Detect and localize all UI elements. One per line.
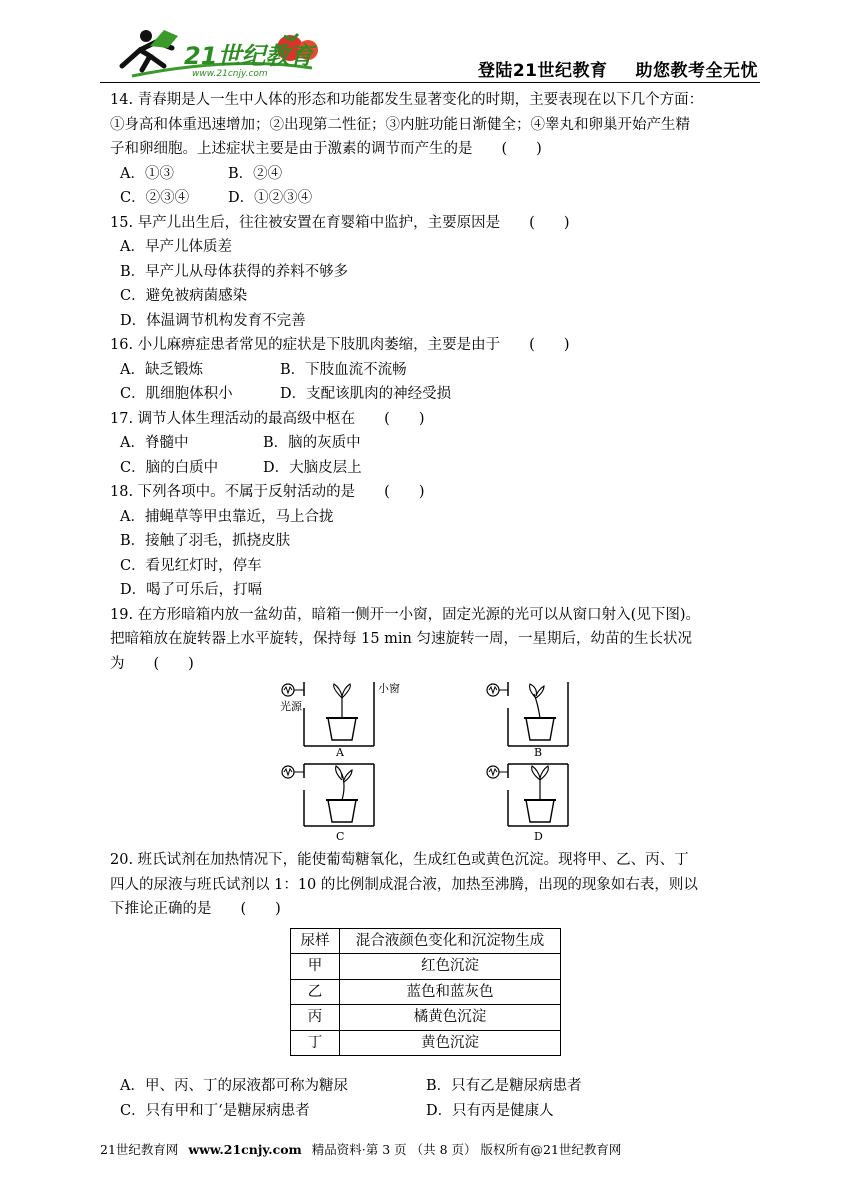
- figure-box-b: [487, 682, 568, 759]
- table-row: [291, 1005, 561, 1031]
- label-c: C: [336, 830, 345, 843]
- question-18: [110, 480, 760, 603]
- q18-option-a: A．捕蝇草等甲虫靠近，马上合拢: [120, 508, 334, 525]
- question-16: [110, 333, 760, 407]
- page-footer: [100, 1140, 760, 1158]
- q15-option-b: B．早产儿从母体获得的养料不够多: [120, 263, 349, 280]
- question-17: [110, 407, 760, 481]
- q16-option-b: B．下肢血流不流畅: [280, 361, 407, 378]
- urine-test-table: [290, 928, 561, 1057]
- q17-option-c: C．脑的白质中: [120, 459, 219, 476]
- figure-box-c: [282, 764, 374, 843]
- q19-line3: 为 ( ): [110, 655, 194, 672]
- page-header: [100, 26, 760, 86]
- table-cell: 红色沉淀: [340, 954, 561, 980]
- q15-option-c: C．避免被病菌感染: [120, 288, 248, 304]
- q18-option-b: B．接触了羽毛，抓挠皮肤: [120, 533, 291, 549]
- question-14: [110, 88, 760, 211]
- q20-option-b: B．只有乙是糖尿病患者: [426, 1078, 582, 1094]
- table-header-cell: 混合液颜色变化和沉淀物生成: [340, 928, 561, 954]
- site-logo: [112, 26, 402, 81]
- q20-option-c: C．只有甲和丁‘是糖尿病患者: [120, 1102, 310, 1119]
- q20-option-d: D．只有丙是健康人: [426, 1102, 554, 1119]
- label-d: D: [534, 830, 543, 843]
- q19-line1: 19. 在方形暗箱内放一盆幼苗，暗箱一侧开一小窗，固定光源的光可以从窗口射入(见下图)。: [110, 606, 700, 623]
- q20-line1: 20. 班氏试剂在加热情况下，能使葡萄糖氧化，生成红色或黄色沉淀。现将甲、乙、丙、丁: [110, 852, 689, 868]
- table-cell: 蓝色和蓝灰色: [340, 979, 561, 1005]
- q20-option-a: A．甲、丙、丁的尿液都可称为糖尿: [120, 1078, 348, 1094]
- light-source-icon: [282, 766, 294, 778]
- q15-option-d: D．体温调节机构发育不完善: [120, 312, 306, 329]
- q16-stem: 16. 小儿麻痹症患者常见的症状是下肢肌肉萎缩，主要是由于 ( ): [110, 337, 570, 353]
- table-cell: 丙: [291, 1005, 340, 1031]
- table-row: [291, 1030, 561, 1056]
- window-label: 小窗: [378, 682, 400, 695]
- seedling-diagram: [110, 676, 760, 848]
- q14-line1: 14. 青春期是人一生中人体的形态和功能都发生显著变化的时期，主要表现在以下几个方面：: [110, 92, 704, 108]
- slogan-left: 登陆21世纪教育: [477, 61, 608, 81]
- header-divider: [100, 82, 760, 83]
- figure-box-a: [280, 681, 400, 759]
- table-row: [291, 979, 561, 1005]
- q18-stem: 18. 下列各项中。不属于反射活动的是 ( ): [110, 484, 425, 500]
- table-header-row: [291, 928, 561, 954]
- table-cell: 橘黄色沉淀: [340, 1005, 561, 1031]
- q20-options-cd: [110, 1099, 760, 1124]
- q17-options-cd: [110, 456, 760, 481]
- q14-options-ab: [110, 162, 760, 187]
- q18-option-d: D．喝了可乐后，打嗝: [120, 582, 263, 598]
- q14-line3: 子和卵细胞。上述症状主要是由于激素的调节而产生的是 ( ): [110, 141, 542, 157]
- q14-option-d: D．①②③④: [228, 190, 313, 206]
- q16-options-ab: [110, 358, 760, 383]
- q15-option-a: A．早产儿体质差: [120, 239, 232, 255]
- logo-url: www.21cnjy.com: [192, 69, 268, 79]
- table-cell: 丁: [291, 1030, 340, 1056]
- q20-line3: 下推论正确的是 ( ): [110, 901, 281, 917]
- table-cell: 甲: [291, 954, 340, 980]
- q16-option-a: A．缺乏锻炼: [120, 361, 203, 378]
- figure-box-d: [487, 764, 568, 843]
- q16-options-cd: [110, 382, 760, 407]
- light-source-icon: [487, 766, 499, 778]
- table-row: [291, 954, 561, 980]
- q14-option-b: B．②④: [228, 165, 283, 182]
- label-b: B: [534, 746, 543, 759]
- q17-options-ab: [110, 431, 760, 456]
- footer-site-link[interactable]: www.21cnjy.com: [188, 1142, 302, 1157]
- q14-options-cd: [110, 186, 760, 211]
- q16-option-d: D．支配该肌肉的神经受损: [280, 386, 452, 402]
- q14-line2: ①身高和体重迅速增加；②出现第二性征；③内脏功能日渐健全；④睾丸和卵巢开始产生精: [110, 116, 690, 133]
- label-a: A: [336, 746, 344, 759]
- header-slogan: [478, 56, 758, 81]
- slogan-right: 助您教考全无忧: [635, 61, 758, 81]
- running-figure-icon: [122, 30, 178, 70]
- q17-option-b: B．脑的灰质中: [263, 435, 361, 451]
- q18-option-c: C．看见红灯时，停车: [120, 557, 262, 574]
- table-header-cell: 尿样: [291, 928, 340, 954]
- light-source-icon: [282, 684, 294, 696]
- logo-text: 21世纪教育: [184, 42, 314, 70]
- seedling-figure: [110, 676, 760, 848]
- q19-line2: 把暗箱放在旋转器上水平旋转，保持每 15 min 匀速旋转一周，一星期后，幼苗的生长状况: [110, 631, 693, 647]
- question-19: [110, 603, 760, 849]
- q14-option-c: C．②③④: [120, 190, 190, 206]
- footer-right: 精品资料·第 3 页 （共 8 页） 版权所有@21世纪教育网: [311, 1142, 622, 1157]
- question-20: [110, 848, 760, 1123]
- q17-option-d: D．大脑皮层上: [263, 459, 362, 476]
- light-source-label: 光源: [280, 700, 302, 713]
- table-cell: 黄色沉淀: [340, 1030, 561, 1056]
- q16-option-c: C．肌细胞体积小: [120, 386, 233, 402]
- light-source-icon: [487, 684, 499, 696]
- q20-line2: 四人的尿液与班氏试剂以 1：10 的比例制成混合液，加热至沸腾，出现的现象如右表，则以: [110, 876, 698, 893]
- q20-options-ab: [110, 1074, 760, 1099]
- footer-left: 21世纪教育网: [100, 1142, 179, 1157]
- q17-option-a: A．脊髓中: [120, 435, 189, 451]
- table-cell: 乙: [291, 979, 340, 1005]
- page-content: [110, 88, 760, 1123]
- question-15: [110, 211, 760, 334]
- q15-stem: 15. 早产儿出生后，往往被安置在育婴箱中监护，主要原因是 ( ): [110, 214, 570, 231]
- q14-option-a: A．①③: [120, 165, 174, 182]
- q17-stem: 17. 调节人体生理活动的最高级中枢在 ( ): [110, 410, 425, 427]
